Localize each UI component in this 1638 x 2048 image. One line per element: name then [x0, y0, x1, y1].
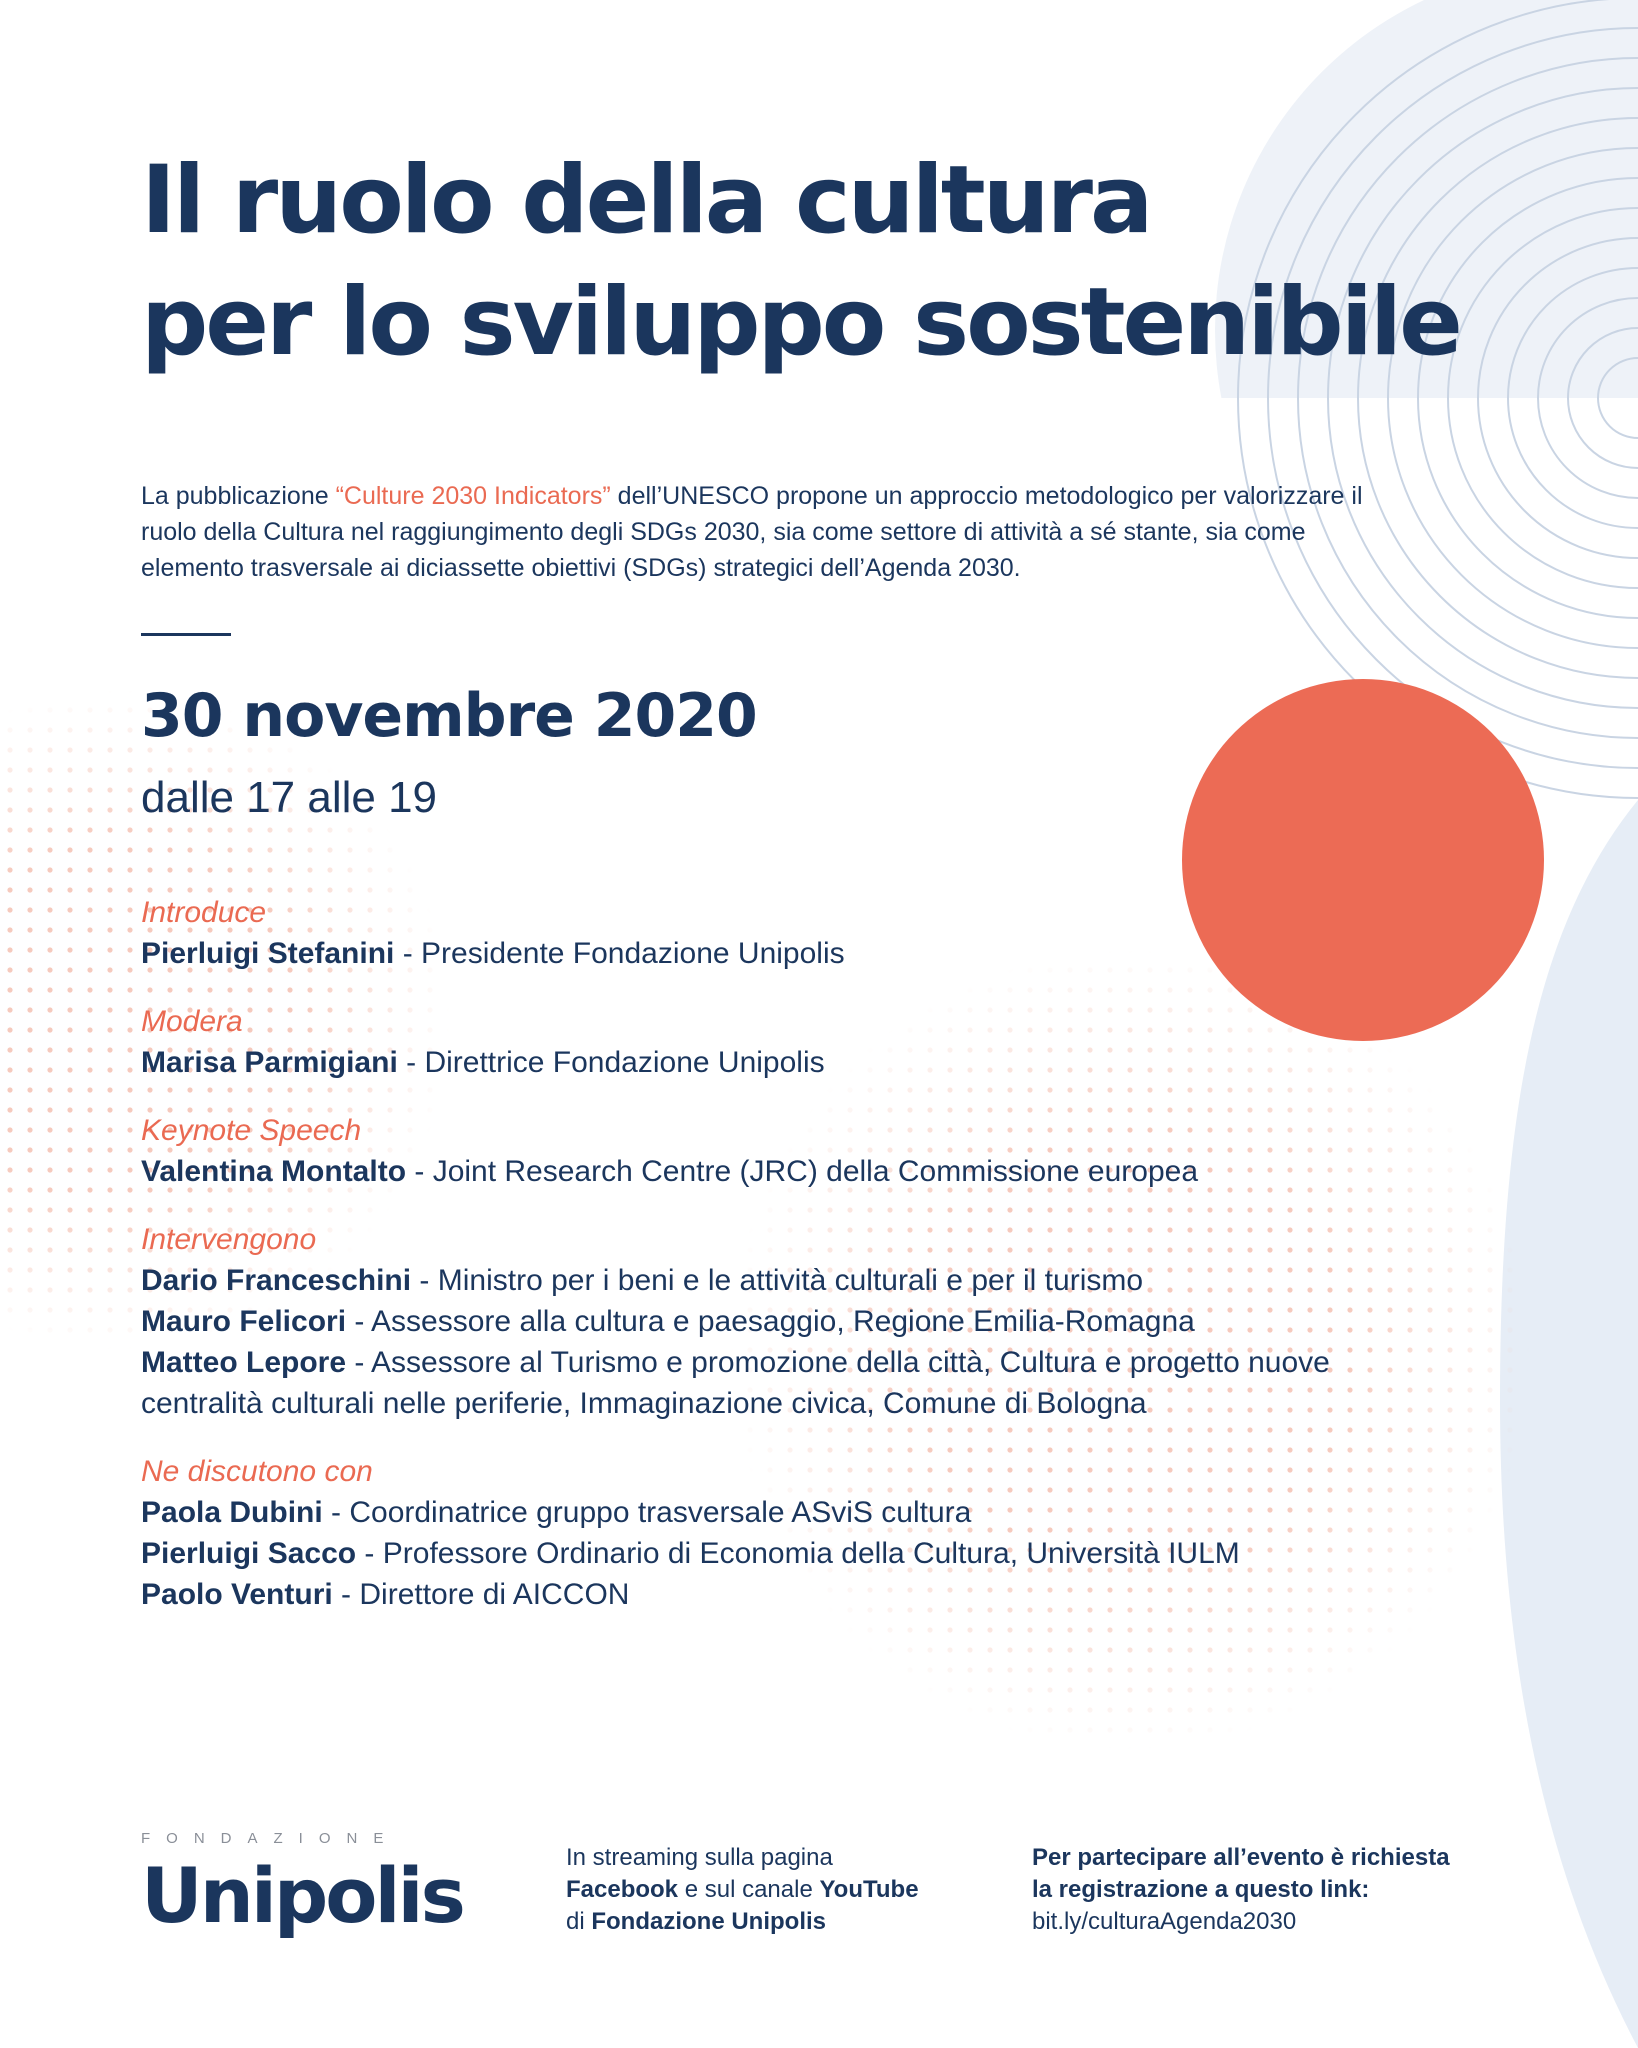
intro-highlight: “Culture 2030 Indicators”: [335, 482, 611, 510]
streaming-info: [566, 1842, 919, 1938]
streaming-prefix: di: [566, 1908, 592, 1935]
speaker-entry: [141, 1151, 1441, 1192]
speaker-entry: [141, 1342, 1441, 1424]
streaming-organizer: Fondazione Unipolis: [591, 1908, 827, 1935]
title-line-2: per lo sviluppo sostenibile: [141, 268, 1460, 377]
speaker-role: Keynote Speech: [141, 1114, 362, 1147]
youtube-label: YouTube: [819, 1876, 919, 1903]
speaker-description: - Presidente Fondazione Unipolis: [394, 937, 845, 970]
speaker-role: Intervengono: [141, 1223, 317, 1256]
speaker-entry: [141, 1492, 1441, 1533]
intro-text-end: dell’UNESCO propone un approccio metodologico per valorizzare il ruolo della Cultura nel raggiungimento degli SDGs 2030, sia come settore di attività a sé stante, sia come elemento trasversale ai diciassette obiettivi (SDGs) strategici dell’Agenda 2030.: [141, 482, 1363, 582]
program-section: [141, 1002, 1441, 1083]
speaker-entry: [141, 1042, 1441, 1083]
program-section: [141, 1111, 1441, 1192]
registration-link[interactable]: bit.ly/culturaAgenda2030: [1032, 1908, 1297, 1935]
streaming-line-1: In streaming sulla pagina: [566, 1844, 833, 1871]
speaker-description: - Assessore al Turismo e promozione della città, Cultura e progetto nuove centralità culturali nelle periferie, Immaginazione civica, Comune di Bologna: [141, 1346, 1330, 1420]
logo-wordmark: Unipolis: [141, 1851, 463, 1940]
speaker-name: Pierluigi Stefanini: [141, 937, 395, 970]
registration-info: [1032, 1842, 1450, 1938]
speaker-description: - Assessore alla cultura e paesaggio, Regione Emilia-Romagna: [346, 1305, 1195, 1338]
speaker-description: - Ministro per i beni e le attività culturali e per il turismo: [411, 1264, 1144, 1297]
section-divider: [141, 633, 231, 636]
speaker-description: - Direttrice Fondazione Unipolis: [397, 1046, 825, 1079]
unipolis-logo: [141, 1830, 463, 1941]
speaker-description: - Direttore di AICCON: [332, 1578, 630, 1611]
title-line-1: Il ruolo della cultura: [141, 146, 1151, 255]
streaming-line-2: [566, 1874, 919, 1906]
speaker-name: Paolo Venturi: [141, 1578, 333, 1611]
speaker-role: Introduce: [141, 896, 267, 929]
event-time: dalle 17 alle 19: [141, 773, 438, 822]
speaker-entry: [141, 1533, 1441, 1574]
speaker-entry: [141, 1260, 1441, 1301]
speaker-program: [141, 893, 1441, 1643]
program-section: [141, 1452, 1441, 1615]
speaker-role: Modera: [141, 1005, 243, 1038]
program-section: [141, 893, 1441, 974]
facebook-label: Facebook: [566, 1876, 679, 1903]
page-title: [141, 140, 1460, 384]
streaming-mid-text: e sul canale: [678, 1876, 820, 1903]
speaker-name: Pierluigi Sacco: [141, 1537, 357, 1570]
event-date: 30 novembre 2020: [141, 681, 757, 751]
speaker-entry: [141, 1574, 1441, 1615]
speaker-name: Valentina Montalto: [141, 1155, 407, 1188]
speaker-name: Mauro Felicori: [141, 1305, 347, 1338]
logo-label: FONDAZIONE: [141, 1830, 400, 1847]
program-section: [141, 1220, 1441, 1424]
speaker-description: - Joint Research Centre (JRC) della Commissione europea: [406, 1155, 1199, 1188]
speaker-name: Dario Franceschini: [141, 1264, 412, 1297]
speaker-description: - Professore Ordinario di Economia della Cultura, Università IULM: [356, 1537, 1240, 1570]
registration-line-2: la registrazione a questo link:: [1032, 1876, 1370, 1903]
intro-paragraph: [141, 478, 1371, 586]
intro-text-start: La pubblicazione: [141, 482, 336, 510]
speaker-role: Ne discutono con: [141, 1455, 373, 1488]
speaker-entry: [141, 933, 1441, 974]
speaker-entry: [141, 1301, 1441, 1342]
speaker-description: - Coordinatrice gruppo trasversale ASviS cultura: [322, 1496, 972, 1529]
speaker-name: Matteo Lepore: [141, 1346, 347, 1379]
speaker-name: Paola Dubini: [141, 1496, 323, 1529]
registration-line-1: Per partecipare all’evento è richiesta: [1032, 1844, 1450, 1871]
speaker-name: Marisa Parmigiani: [141, 1046, 398, 1079]
streaming-line-3: [566, 1906, 919, 1938]
